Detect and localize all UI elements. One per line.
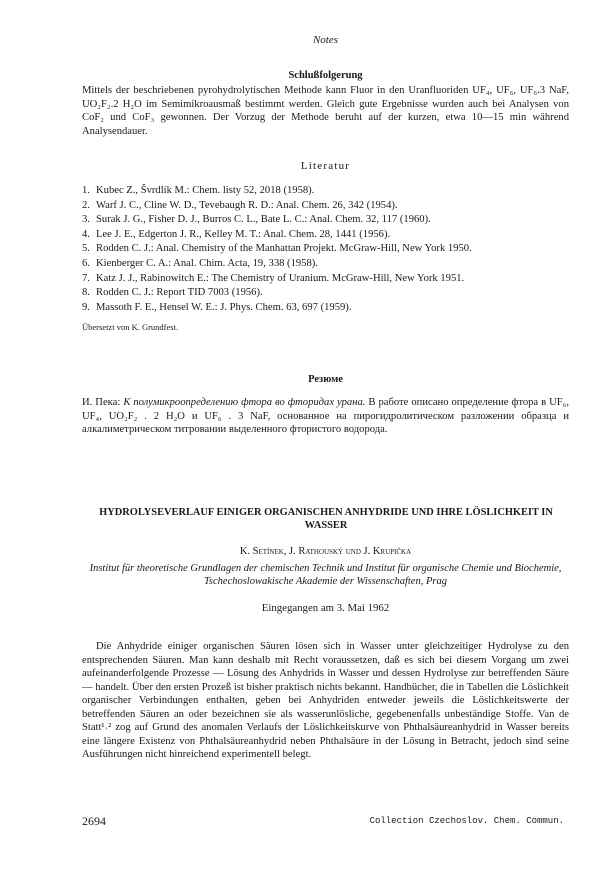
article-authors: K. Setínek, J. Rathouský und J. Krupička bbox=[239, 546, 412, 557]
conclusion-heading: Schlußfolgerung bbox=[288, 70, 363, 81]
reference-item: 7. Katz J. J., Rabinowitch E.: The Chemistry of Uranium. McGraw-Hill, New York 1951. bbox=[82, 272, 465, 284]
reference-list bbox=[82, 184, 562, 315]
reference-item: 6. Kienberger C. A.: Anal. Chim. Acta, 19, 338 (1958). bbox=[82, 257, 318, 269]
translator-note: Übersetzt von K. Grundfest. bbox=[82, 322, 179, 332]
running-head: Notes bbox=[312, 34, 339, 46]
journal-name: Collection Czechoslov. Chem. Commun. bbox=[369, 816, 564, 826]
reference-item: 9. Massoth F. E., Hensel W. E.: J. Phys. Chem. 63, 697 (1959). bbox=[82, 301, 352, 313]
reference-item: 2. Warf J. C., Cline W. D., Tevebaugh R. D.: Anal. Chem. 26, 342 (1954). bbox=[82, 199, 398, 211]
reference-item: 8. Rodden C. J.: Report TID 7003 (1956). bbox=[82, 287, 263, 299]
resume-text bbox=[82, 396, 569, 437]
article-title: HYDROLYSEVERLAUF EINIGER ORGANISCHEN ANHYDRIDE UND IHRE LÖSLICHKEIT IN WASSER bbox=[99, 507, 553, 531]
article-body: Die Anhydride einiger organischen Säuren lösen sich in Wasser unter gleichzeitiger Hydrolyse zu den entsprechenden Säuren. Man kann deshalb mit Recht voraussetzen, daß es sich bei diesem Vorgang um zwei aufeinanderfolgende Prozesse — Lösung des Anhydrids in Wasser und dessen Hydrolyse zur betreffenden Säure — handelt. Über den ersten Prozeß ist bisher praktisch nichts bekannt. Handbücher, die in Tabellen die Löslichkeit organischer Verbindungen enthalten, geben bei Anhydriden entweder jeweils die Löslichkeitswerte der betreffenden Säuren an oder bezeichnen sie als wasserunlösliche, gegebenenfalls unbeständige Stoffe. Van de Statt¹˒² zog auf Grund des anomalen Verlaufs der Löslichkeitskurve von Phthalsäureanhydrid in Wasser bereits eine längere Existenz von Phthalsäureanhydrid neben Phthalsäure in der Lösung in Betracht, jedoch sind seine Ausführungen nicht hinreichend experimentell belegt. bbox=[82, 641, 569, 760]
received-date: Eingegangen am 3. Mai 1962 bbox=[261, 602, 390, 614]
conclusion-text: Mittels der beschriebenen pyrohydrolytischen Methode kann Fluor in den Uranfluoriden UF₄, UF₆, UF₆.3 NaF, UO₂F₂.2 H₂O im Semimikroausmaß bestimmt werden. Gleich gute Ergebnisse wurden auch bei Analysen von CoF₂ und CoF₃ gewonnen. Der Vorzug der Methode beruht auf der kurzen, etwa 10—15 min während Analysendauer. bbox=[82, 85, 569, 137]
article-institution: Institut für theoretische Grundlagen der chemischen Technik und Institut für organische Chemie und Biochemie, Tschechoslowakische Akademie der Wissenschaften, Prag bbox=[89, 563, 562, 588]
page-number: 2694 bbox=[82, 814, 106, 828]
resume-author: И. Пека: bbox=[82, 397, 121, 408]
reference-item: 5. Rodden C. J.: Anal. Chemistry of the Manhattan Projekt. McGraw-Hill, New York 1950. bbox=[82, 243, 472, 255]
reference-item: 3. Surak J. G., Fisher D. J., Burros C. L., Bate L. C.: Anal. Chem. 32, 117 (1960). bbox=[82, 214, 431, 226]
resume-heading: Резюме bbox=[308, 374, 343, 385]
resume-title: К полумикроопределению фтора во фторидах урана. bbox=[123, 397, 366, 408]
resume-body: В работе описано определение фтора в UF₆, UF₄, UO₂F₂ . 2 H₂O и UF₆ . 3 NaF, основанное на пирогидролитическом разложении образца и алкалиметрическом титровании выделенного фтористого водорода. bbox=[82, 397, 570, 435]
literature-heading: Literatur bbox=[300, 160, 351, 172]
reference-item: 1. Kubec Z., Švrdlík M.: Chem. listy 52, 2018 (1958). bbox=[82, 185, 315, 196]
reference-item: 4. Lee J. E., Edgerton J. R., Kelley M. T.: Anal. Chem. 28, 1441 (1956). bbox=[82, 228, 391, 240]
